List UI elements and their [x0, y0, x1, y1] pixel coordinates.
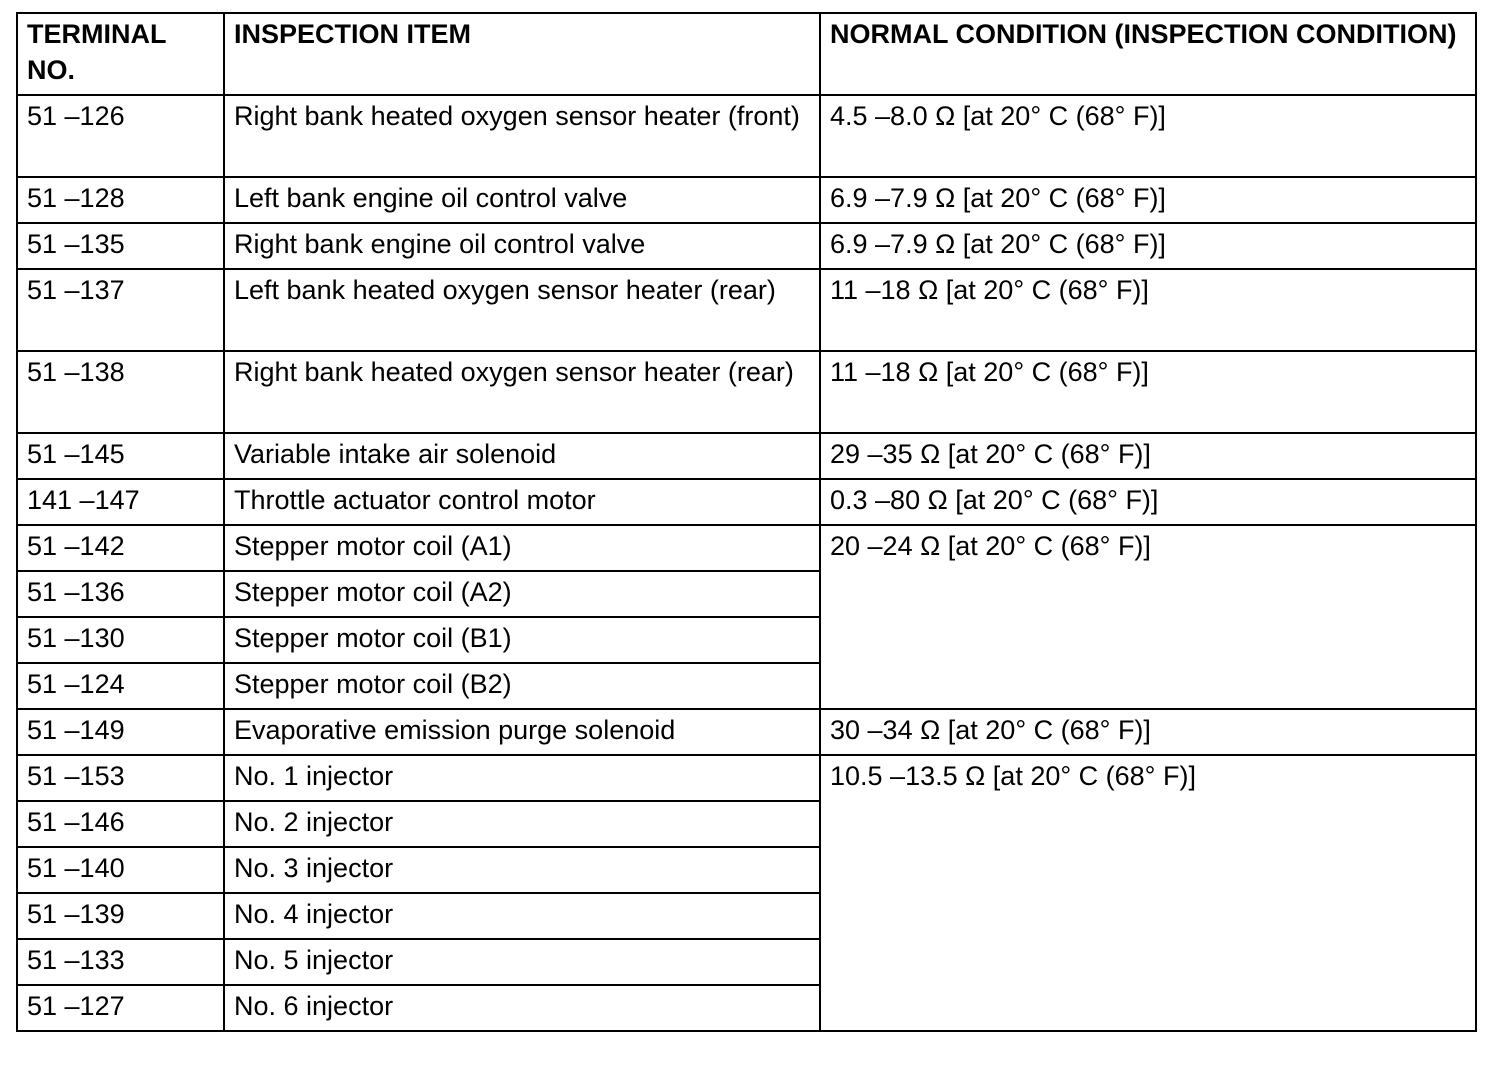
- terminal-cell: 51 –128: [17, 177, 224, 223]
- table-row: [17, 709, 1476, 755]
- condition-cell: 20 –24 Ω [at 20° C (68° F)]: [820, 525, 1476, 709]
- condition-cell: 29 –35 Ω [at 20° C (68° F)]: [820, 433, 1476, 479]
- terminal-cell: 51 –140: [17, 847, 224, 893]
- terminal-cell: 51 –142: [17, 525, 224, 571]
- condition-cell: 0.3 –80 Ω [at 20° C (68° F)]: [820, 479, 1476, 525]
- terminal-cell: 51 –136: [17, 571, 224, 617]
- header-terminal-no: TERMINAL NO.: [17, 13, 224, 95]
- terminal-cell: 51 –135: [17, 223, 224, 269]
- item-cell: No. 4 injector: [224, 893, 820, 939]
- table-row: [17, 223, 1476, 269]
- terminal-cell: 51 –130: [17, 617, 224, 663]
- terminal-cell: 51 –137: [17, 269, 224, 351]
- table-row: [17, 269, 1476, 351]
- table-row: [17, 433, 1476, 479]
- condition-cell: 6.9 –7.9 Ω [at 20° C (68° F)]: [820, 177, 1476, 223]
- condition-cell: 11 –18 Ω [at 20° C (68° F)]: [820, 269, 1476, 351]
- table-row: [17, 755, 1476, 801]
- terminal-cell: 51 –124: [17, 663, 224, 709]
- terminal-cell: 51 –139: [17, 893, 224, 939]
- terminal-cell: 51 –149: [17, 709, 224, 755]
- terminal-cell: 51 –126: [17, 95, 224, 177]
- terminal-cell: 51 –146: [17, 801, 224, 847]
- item-cell: No. 5 injector: [224, 939, 820, 985]
- terminal-cell: 51 –153: [17, 755, 224, 801]
- item-cell: Right bank engine oil control valve: [224, 223, 820, 269]
- table-row: [17, 177, 1476, 223]
- condition-cell: 6.9 –7.9 Ω [at 20° C (68° F)]: [820, 223, 1476, 269]
- item-cell: No. 1 injector: [224, 755, 820, 801]
- terminal-cell: 141 –147: [17, 479, 224, 525]
- item-cell: No. 3 injector: [224, 847, 820, 893]
- item-cell: Variable intake air solenoid: [224, 433, 820, 479]
- item-cell: Left bank engine oil control valve: [224, 177, 820, 223]
- condition-cell: 30 –34 Ω [at 20° C (68° F)]: [820, 709, 1476, 755]
- table-row: [17, 479, 1476, 525]
- condition-cell: 4.5 –8.0 Ω [at 20° C (68° F)]: [820, 95, 1476, 177]
- item-cell: Left bank heated oxygen sensor heater (rear): [224, 269, 820, 351]
- table-header-row: [17, 13, 1476, 95]
- item-cell: Stepper motor coil (B1): [224, 617, 820, 663]
- terminal-cell: 51 –145: [17, 433, 224, 479]
- terminal-cell: 51 –127: [17, 985, 224, 1031]
- item-cell: Stepper motor coil (A2): [224, 571, 820, 617]
- item-cell: Right bank heated oxygen sensor heater (front): [224, 95, 820, 177]
- item-cell: Right bank heated oxygen sensor heater (rear): [224, 351, 820, 433]
- table-row: [17, 525, 1476, 571]
- table-row: [17, 95, 1476, 177]
- item-cell: No. 2 injector: [224, 801, 820, 847]
- condition-cell: 11 –18 Ω [at 20° C (68° F)]: [820, 351, 1476, 433]
- header-inspection-item: INSPECTION ITEM: [224, 13, 820, 95]
- item-cell: Stepper motor coil (A1): [224, 525, 820, 571]
- header-normal-condition: NORMAL CONDITION (INSPECTION CONDITION): [820, 13, 1476, 95]
- item-cell: No. 6 injector: [224, 985, 820, 1031]
- inspection-table: [16, 12, 1477, 1032]
- table-row: [17, 351, 1476, 433]
- condition-cell: 10.5 –13.5 Ω [at 20° C (68° F)]: [820, 755, 1476, 1031]
- item-cell: Evaporative emission purge solenoid: [224, 709, 820, 755]
- item-cell: Throttle actuator control motor: [224, 479, 820, 525]
- item-cell: Stepper motor coil (B2): [224, 663, 820, 709]
- terminal-cell: 51 –138: [17, 351, 224, 433]
- terminal-cell: 51 –133: [17, 939, 224, 985]
